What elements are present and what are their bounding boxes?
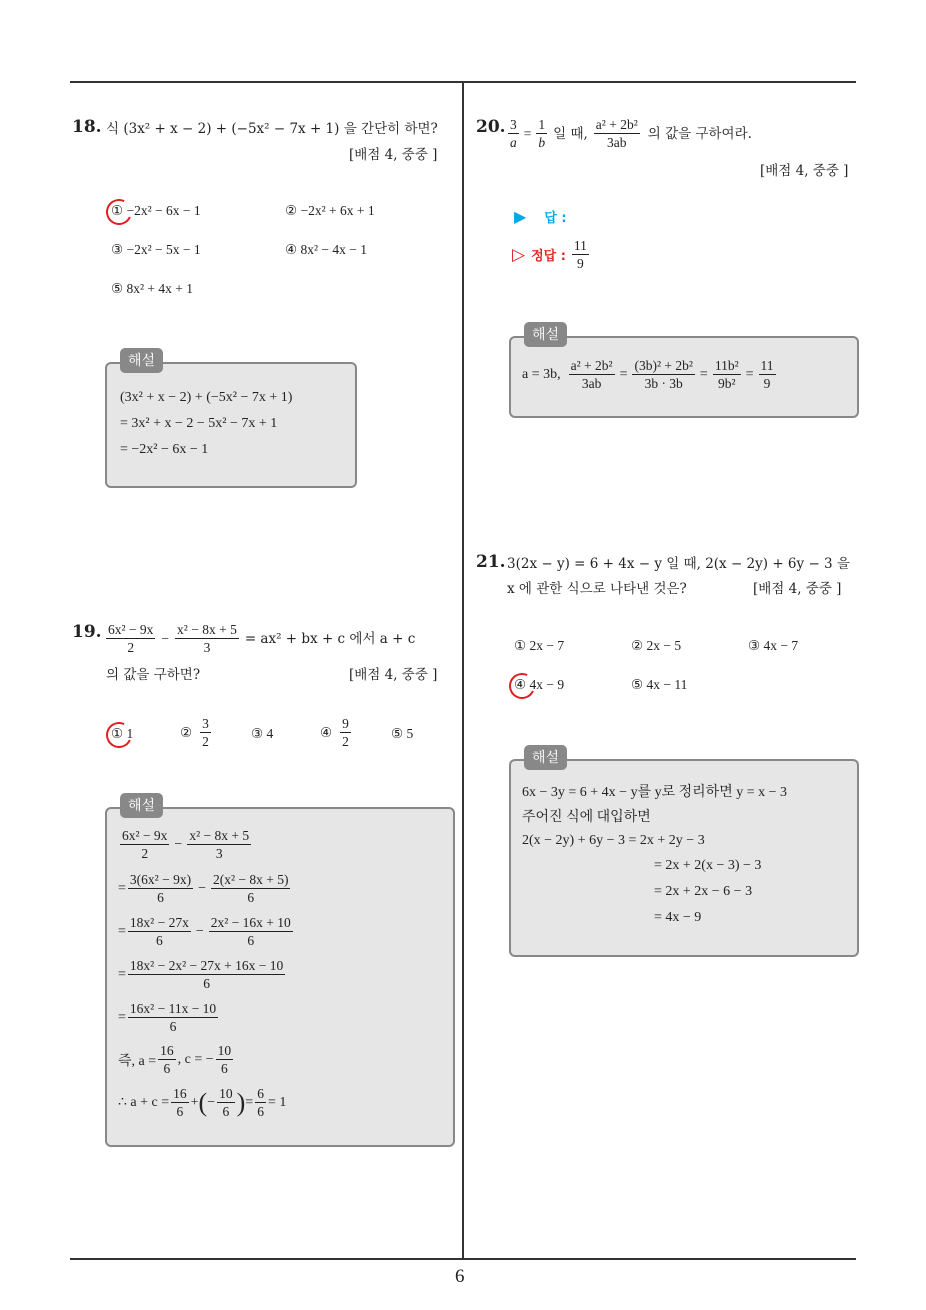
q19-option-5[interactable]: ⑤ 5 [391,726,414,741]
q21-solution-line-2: 주어진 식에 대입하면 [522,810,651,825]
q21-score: [배점 4, 중중 ] [753,581,842,597]
q20-solution-line: a = 3b, $\frac{\text{a² + 2b²}}{3ab}$ = $\frac{\text{(3b)² + 2b²}}{3b \cdot 3b}$ = $\frac{\text{11b²}}{\text{9b²}}$ = $\frac{11}{9}$ [522,358,774,391]
q20-correct-row [512,238,591,271]
q18-solution-line-3: = −2x² − 6x − 1 [120,442,209,457]
q20-prompt: $\frac{3}{a}$ = $\frac{1}{b}$ 일 때, $\frac{\text{a² + 2b²}}{3ab}$ 의 값을 구하여라. [510,117,752,150]
q21-option-4[interactable]: ④ 4x − 9 [514,677,565,692]
q19-solution-line-5: = $\frac{\text{16x² − 11x − 10}}{6}$ [118,1001,217,1034]
q18-number: 18. [72,117,102,137]
q19-option-4[interactable]: ④ $\frac{9}{2}$ [320,716,349,749]
q21-solution-line-3: 2(x − 2y) + 6y − 3 = 2x + 2y − 3 [522,833,705,848]
q20-correct-value: $\frac{11}{9}$ [573,238,587,271]
q18-prompt: 식 (3x² + x − 2) + (−5x² − 7x + 1) 을 간단히 하면? [106,121,438,137]
q19-solution-label: 해설 [120,793,163,818]
q19-fraction-b: $\frac{\text{x² − 8x + 5}}{3}$ [177,622,237,655]
q21-solution-line-5: = 2x + 2x − 6 − 3 [654,884,753,899]
q20-number: 20. [476,117,506,137]
column-divider [462,82,464,1260]
q20-answer-row [514,207,567,226]
q19-number: 19. [72,622,102,642]
q21-solution-line-4: = 2x + 2(x − 3) − 3 [654,858,762,873]
q18-option-1[interactable]: ① −2x² − 6x − 1 [111,203,201,218]
q18-option-2[interactable]: ② −2x² + 6x + 1 [285,203,375,218]
bottom-rule [70,1258,856,1260]
q19-option-2[interactable]: ② $\frac{3}{2}$ [180,716,209,749]
q20-solution-label: 해설 [524,322,567,347]
q19-prompt-line2: 의 값을 구하면? [106,667,201,683]
q18-solution-label: 해설 [120,348,163,373]
q19-score: [배점 4, 중중 ] [349,667,438,683]
q21-prompt-line2: x 에 관한 식으로 나타낸 것은? [507,581,687,597]
q21-option-1[interactable]: ① 2x − 7 [514,638,565,653]
q21-solution-line-6: = 4x − 9 [654,910,702,925]
q21-solution-line-1: 6x − 3y = 6 + 4x − y를 y로 정리하면 y = x − 3 [522,785,788,800]
q21-solution-label: 해설 [524,745,567,770]
q19-solution-line-2: = $\frac{\text{3(6x² − 9x)}}{6}$ − $\frac{\text{2(x² − 8x + 5)}}{6}$ [118,872,289,905]
q18-solution-line-2: = 3x² + x − 2 − 5x² − 7x + 1 [120,416,278,431]
q21-prompt-line1: 3(2x − y) = 6 + 4x − y 일 때, 2(x − 2y) + 6y − 3 을 [507,556,850,572]
q19-solution-line-6: 즉, a = $\frac{16}{6}$ , c = − $\frac{10}{6}$ [118,1043,232,1076]
q21-option-2[interactable]: ② 2x − 5 [631,638,682,653]
q21-number: 21. [476,552,506,572]
q18-option-5[interactable]: ⑤ 8x² + 4x + 1 [111,281,194,296]
q21-option-3[interactable]: ③ 4x − 7 [748,638,799,653]
q18-score: [배점 4, 중중 ] [349,147,438,163]
q20-answer-label: 답 : [544,211,567,226]
q18-solution-line-1: (3x² + x − 2) + (−5x² − 7x + 1) [120,390,293,405]
q21-option-5[interactable]: ⑤ 4x − 11 [631,677,688,692]
page-number: 6 [455,1266,465,1287]
q19-prompt: $\frac{\text{6x² − 9x}}{2}$ − $\frac{\text{x² − 8x + 5}}{3}$ = ax² + bx + c 에서 a + c [108,622,416,655]
play-icon: ▶ [514,207,527,226]
q19-solution-line-4: = $\frac{\text{18x² − 2x² − 27x + 16x − 10}}{6}$ [118,958,284,991]
q19-solution-line-1: $\frac{\text{6x² − 9x}}{2}$ − $\frac{\text{x² − 8x + 5}}{3}$ [122,828,250,861]
play-outline-icon: ▷ [512,244,526,265]
q19-option-3[interactable]: ③ 4 [251,726,274,741]
q18-option-4[interactable]: ④ 8x² − 4x − 1 [285,242,368,257]
q19-solution-line-7: ∴ a + c = $\frac{16}{6}$ + ( − $\frac{10}{6}$ ) = $\frac{6}{6}$ = 1 [118,1086,287,1119]
q19-option-1[interactable]: ① 1 [111,726,134,741]
q18-option-3[interactable]: ③ −2x² − 5x − 1 [111,242,201,257]
q19-solution-line-3: = $\frac{\text{18x² − 27x}}{6}$ − $\frac{\text{2x² − 16x + 10}}{6}$ [118,915,291,948]
q19-fraction-a: $\frac{\text{6x² − 9x}}{2}$ [108,622,154,655]
q20-score: [배점 4, 중중 ] [760,163,849,179]
q20-correct-label: 정답 : [531,249,566,264]
